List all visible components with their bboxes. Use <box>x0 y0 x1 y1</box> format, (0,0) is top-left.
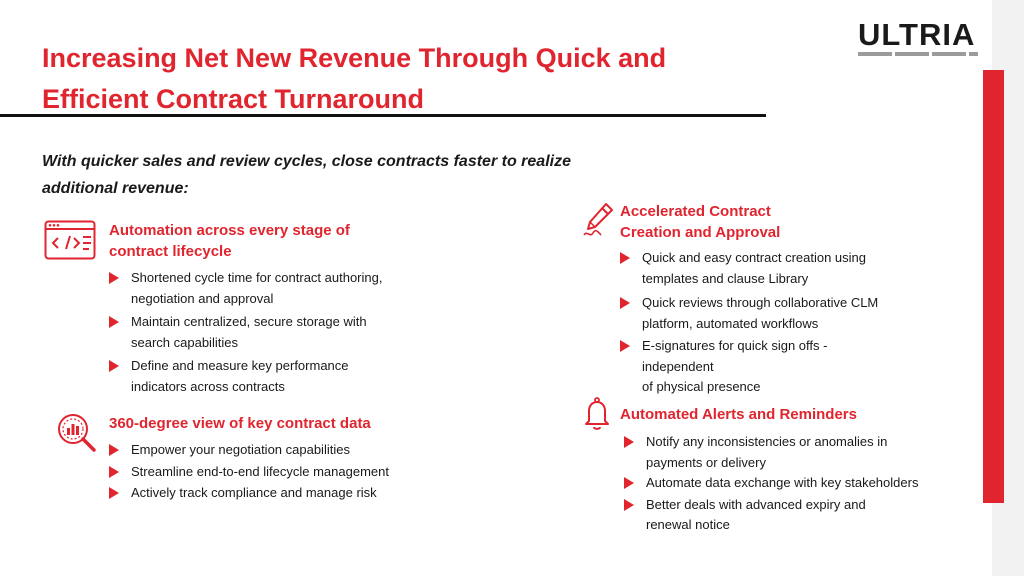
bullet-arrow-icon <box>620 340 630 352</box>
logo-text: ULTRIA <box>858 17 976 52</box>
bullet-arrow-icon <box>109 316 119 328</box>
list-item: Quick reviews through collaborative CLM platform, automated workflows <box>642 293 892 334</box>
list-item: Maintain centralized, secure storage with search capabilities <box>131 312 406 353</box>
page-subtitle: With quicker sales and review cycles, close contracts faster to realize additional revenue: <box>42 153 571 197</box>
bullet-arrow-icon <box>109 487 119 499</box>
bullet-arrow-icon <box>109 444 119 456</box>
ultria-logo <box>858 18 980 58</box>
bullet-arrow-icon <box>624 499 634 511</box>
list-item: Empower your negotiation capabilities <box>131 440 431 461</box>
bullet-arrow-icon <box>109 360 119 372</box>
list-item: E-signatures for quick sign offs - independent <box>642 336 847 377</box>
code-window-icon <box>44 220 96 260</box>
list-item: Shortened cycle time for contract authoring, negotiation and approval <box>131 268 406 309</box>
list-item: Automate data exchange with key stakeholders <box>646 473 946 494</box>
logo-underline <box>858 52 978 56</box>
alerts-heading: Automated Alerts and Reminders <box>620 406 857 423</box>
title-divider <box>0 114 766 117</box>
view360-bullets <box>131 440 431 504</box>
bell-icon <box>583 397 611 431</box>
list-item: Actively track compliance and manage risk <box>131 483 431 504</box>
bullet-arrow-icon <box>109 466 119 478</box>
accelerated-heading: Accelerated Contract Creation and Approval <box>620 203 781 241</box>
bullet-arrow-icon <box>109 272 119 284</box>
list-item: Notify any inconsistencies or anomalies in payments or delivery <box>646 432 911 473</box>
list-item: Streamline end-to-end lifecycle management <box>131 462 431 483</box>
alerts-bullets <box>646 432 946 536</box>
list-item: Better deals with advanced expiry and renewal notice <box>646 495 901 536</box>
bullet-arrow-icon <box>620 297 630 309</box>
bullet-arrow-icon <box>624 477 634 489</box>
magnifier-chart-icon <box>56 412 98 454</box>
accelerated-bullets <box>642 248 892 398</box>
accent-side-bar <box>983 70 1004 503</box>
automation-bullets <box>131 268 406 397</box>
automation-heading: Automation across every stage of contract lifecycle <box>109 222 350 260</box>
view360-heading: 360-degree view of key contract data <box>109 415 371 432</box>
bullet-arrow-icon <box>624 436 634 448</box>
bullet-arrow-icon <box>620 252 630 264</box>
list-item: of physical presence <box>642 379 761 394</box>
list-item: Quick and easy contract creation using templates and clause Library <box>642 248 892 289</box>
list-item: Define and measure key performance indicators across contracts <box>131 356 406 397</box>
page-title: Increasing Net New Revenue Through Quick and Efficient Contract Turnaround <box>42 43 667 114</box>
pen-signature-icon <box>582 202 614 238</box>
